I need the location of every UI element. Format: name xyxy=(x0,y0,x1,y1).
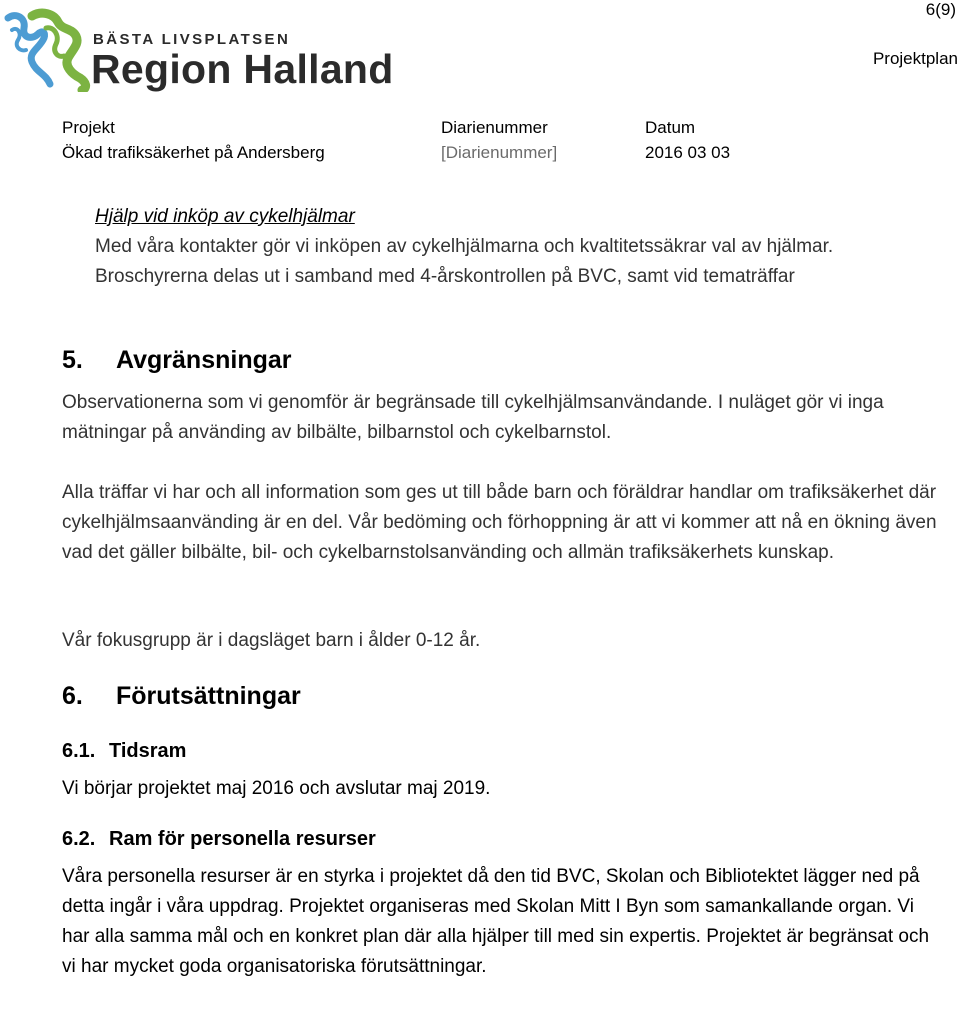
section-title: Avgränsningar xyxy=(116,346,292,374)
section-6-1-text: Vi börjar projektet maj 2016 och avslutar maj 2019. xyxy=(62,778,491,799)
diary-value: [Diarienummer] xyxy=(441,143,558,162)
date-label: Datum xyxy=(645,118,696,137)
section-6-2-heading xyxy=(62,828,562,854)
subsection-text: Med våra kontakter gör vi inköpen av cykelhjälmarna och kvaltitetssäkrar val av hjälmar. Broschyrerna delas ut i samband med 4-årskontrollen på BVC, samt vid tematräffar xyxy=(95,236,834,287)
diary-label: Diarienummer xyxy=(441,118,548,137)
section-title: Förutsättningar xyxy=(116,682,301,710)
project-label: Projekt xyxy=(62,118,115,137)
section-6-heading xyxy=(62,682,462,714)
section-number: 6. xyxy=(62,682,83,710)
subsection-number: 6.2. xyxy=(62,828,96,850)
subsection-title: Tidsram xyxy=(109,740,187,762)
page-number: 6(9) xyxy=(925,0,956,19)
section-5-paragraph-1: Observationerna som vi genomför är begränsade till cykelhjälmsanvändande. I nuläget gör vi inga mätningar på använding av bilbälte, bilbarnstol och cykelbarnstol. xyxy=(62,392,884,443)
section-6-1-heading xyxy=(62,740,462,766)
date-value: 2016 03 03 xyxy=(645,143,731,162)
document-type: Projektplan xyxy=(872,49,958,68)
project-value: Ökad trafiksäkerhet på Andersberg xyxy=(62,143,325,162)
section-number: 5. xyxy=(62,346,83,374)
section-5-paragraph-3: Vår fokusgrupp är i dagsläget barn i ålder 0-12 år. xyxy=(62,630,481,651)
section-6-2-text: Våra personella resurser är en styrka i projektet då den tid BVC, Skolan och Bibliotektet lägger ned på detta ingår i våra uppdrag. Projektet organiseras med Skolan Mitt I Byn som samankallande organ. Vi har alla samma mål och en konkret plan där alla hjälper till med sin expertis. Projektet är begränsat och vi har mycket goda organisatoriska förutsättningar. xyxy=(62,866,930,977)
section-5-paragraph-2: Alla träffar vi har och all information som ges ut till både barn och föräldrar handlar om trafiksäkerhet där cykelhjälmsaanvänding är en del. Vår bedöming och förhoppning är att vi kommer att nå en ökning även vad det gäller bilbälte, bil- och cykelbarnstolsanvänding och allmän trafiksäkerhets kunskap. xyxy=(62,482,937,563)
logo-tagline: BÄSTA LIVSPLATSEN xyxy=(93,31,291,48)
region-halland-logo-graphic xyxy=(2,8,92,92)
section-5-heading xyxy=(62,346,462,378)
subsection-number: 6.1. xyxy=(62,740,96,762)
subsection-title: Ram för personella resurser xyxy=(109,828,376,850)
logo-name: Region Halland xyxy=(91,46,394,92)
subsection-title: Hjälp vid inköp av cykelhjälmar xyxy=(95,206,355,227)
